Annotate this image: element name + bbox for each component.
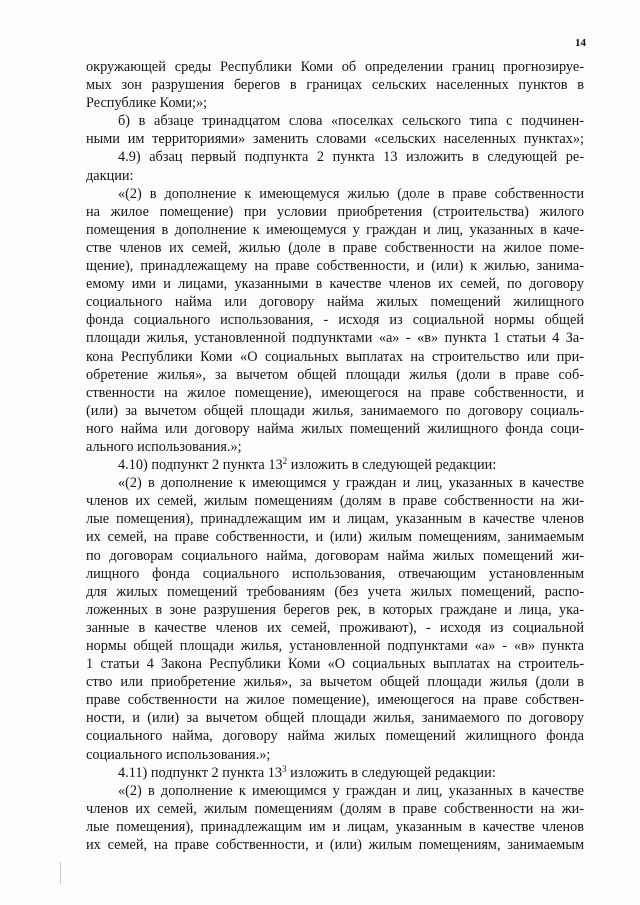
- text-line-content: социального использования.»;: [86, 746, 271, 763]
- text-line-content: лые помещения), принадлежащим им и лицам, указанным в качестве членов: [86, 511, 584, 528]
- text-line-content: ности, и (или) за вычетом общей площади жилья, занимаемого по договору: [86, 710, 584, 727]
- text-line: [86, 94, 584, 112]
- text-line-content: стве членов их семей, жилью (доле в праве собственности на жилое поме-: [86, 239, 584, 256]
- text-line: [86, 366, 584, 384]
- text-line-content: занные в качестве членов их семей, проживают), - исходя из социальной: [86, 619, 584, 636]
- text-line-content: ство или приобретение жилья», за вычетом общей площади жилья (доли в: [86, 674, 584, 691]
- text-line: [86, 510, 584, 528]
- text-line-content: кона Республики Коми «О социальных выплатах на строительство или при-: [86, 348, 584, 365]
- superscript-index: 3: [282, 763, 287, 774]
- text-line-content: лые помещения), принадлежащим им и лицам, указанным в качестве членов: [86, 818, 584, 835]
- text-line: [86, 583, 584, 601]
- text-line-content: мых зон разрушения берегов в границах сельских населенных пунктов в: [86, 77, 584, 94]
- text-line: [86, 58, 584, 76]
- document-body: [86, 58, 584, 854]
- text-line-content: «(2) в дополнение к имеющемуся жилью (доле в праве собственности: [118, 185, 584, 202]
- text-line-content: 4.11) подпункт 2 пункта 13: [118, 764, 283, 781]
- text-line: [86, 637, 584, 655]
- text-line: [86, 148, 584, 166]
- text-line: [86, 746, 584, 764]
- text-line-content: ного найма или договору найма жилых помещений жилищного фонда соци-: [86, 420, 584, 437]
- text-line-content: дакции:: [86, 167, 134, 184]
- text-line: [86, 239, 584, 257]
- text-line: [86, 203, 584, 221]
- text-line: [86, 185, 584, 203]
- text-line-content: ложенных в зоне разрушения берегов рек, в которых граждане и лица, ука-: [86, 601, 584, 618]
- text-line: [86, 655, 584, 673]
- text-line-content: их семей, на праве собственности, и (или) жилым помещениям, занимаемым: [86, 529, 584, 546]
- text-line-content: нормы общей площади жилья, установленной подпунктами «а» - «в» пункта: [86, 638, 584, 654]
- text-line: [86, 782, 584, 800]
- text-line-content: (или) за вычетом общей площади жилья, занимаемого по договору социаль-: [86, 402, 584, 419]
- text-line-continuation: изложить в следующей редакции:: [287, 457, 497, 474]
- text-line: [86, 76, 584, 94]
- text-line-content: б) в абзаце тринадцатом слова «поселках сельского типа с подчинен-: [118, 113, 584, 130]
- text-line: [86, 709, 584, 727]
- text-line: [86, 547, 584, 565]
- text-line: [86, 818, 584, 836]
- text-line: [86, 275, 584, 293]
- text-line: [86, 384, 584, 402]
- text-line-content: ными им территориями» заменить словами «сельских населенных пунктах»;: [86, 131, 584, 148]
- text-line: [86, 311, 584, 329]
- scan-edge-mark: [60, 862, 61, 884]
- text-line-content: 1 статьи 4 Закона Республики Коми «О социальных выплатах на строитель-: [86, 656, 584, 673]
- text-line-content: ального использования.»;: [86, 438, 242, 455]
- text-line: [86, 492, 584, 510]
- text-line-content: их семей, на праве собственности, и (или) жилым помещениям, занимаемым: [86, 837, 584, 854]
- text-line: [86, 130, 584, 148]
- text-line: [86, 257, 584, 275]
- text-line-content: социального найма, договору найма жилых помещений жилищного фонда: [86, 728, 584, 745]
- text-line-content: праве собственности на жилое помещение), имеющегося на праве собствен-: [86, 692, 584, 709]
- text-line: [86, 800, 584, 818]
- text-line-content: для жилых помещений требованиям (без учета жилых помещений, распо-: [86, 583, 584, 600]
- text-line: [86, 293, 584, 311]
- text-line: [86, 528, 584, 546]
- text-line: [86, 438, 584, 456]
- text-line-content: на жилое помещение) при условии приобретения (строительства) жилого: [86, 203, 584, 220]
- text-line: [86, 673, 584, 691]
- text-line-continuation: изложить в следующей редакции:: [286, 764, 496, 781]
- text-line-content: социального найма или договору найма жилых помещений жилищного: [86, 294, 584, 311]
- text-line: [86, 836, 584, 854]
- text-line-content: ственности на жилое помещение), имеющегося на праве собственности, и: [86, 384, 584, 401]
- superscript-index: 2: [282, 456, 288, 467]
- page-number: 14: [575, 37, 586, 49]
- text-line-content: 4.10) подпункт 2 пункта 13: [118, 457, 283, 474]
- text-line-content: фонда социального использования, - исходя из социальной нормы общей: [86, 312, 584, 329]
- text-line: [86, 348, 584, 366]
- text-line: [86, 112, 584, 130]
- text-line-content: «(2) в дополнение к имеющимся у граждан и лиц, указанных в качестве: [118, 475, 584, 492]
- text-line-content: членов их семей, жилым помещениям (долям в праве собственности на жи-: [86, 493, 584, 510]
- text-line-content: обретение жилья», за вычетом общей площади жилья (доли в праве соб-: [86, 366, 584, 383]
- text-line-content: окружающей среды Республики Коми об определении границ прогнозируе-: [86, 59, 584, 75]
- text-line-content: емому ими и лицами, указанными в качестве членов их семей, по договору: [86, 276, 584, 293]
- text-line-content: помещения в дополнение к имеющемуся у граждан и лиц, указанных в каче-: [86, 221, 584, 238]
- text-line-content: щение), принадлежащему на праве собственности, и (или) к жилью, занима-: [86, 258, 584, 275]
- text-line: [86, 329, 584, 347]
- text-line: [86, 456, 584, 474]
- text-line: [86, 601, 584, 619]
- text-line: [86, 565, 584, 583]
- text-line: [86, 420, 584, 438]
- text-line-content: лищного фонда социального использования, отвечающим установленным: [86, 565, 584, 582]
- text-line-content: по договорам социального найма, договорам найма жилых помещений жи-: [86, 547, 584, 564]
- text-line-content: Республике Коми;»;: [86, 95, 208, 112]
- text-line: [86, 727, 584, 745]
- text-line-content: членов их семей, жилым помещениям (долям в праве собственности на жи-: [86, 800, 584, 817]
- text-line: [86, 691, 584, 709]
- text-line: [86, 402, 584, 420]
- text-line: [86, 167, 584, 185]
- text-line-content: площади жилья, установленной подпунктами «а» - «в» пункта 1 статьи 4 За-: [86, 330, 584, 347]
- text-line: [86, 221, 584, 239]
- text-line: [86, 619, 584, 637]
- text-line: [86, 474, 584, 492]
- text-line-content: «(2) в дополнение к имеющимся у граждан и лиц, указанных в качестве: [118, 782, 584, 799]
- text-line-content: 4.9) абзац первый подпункта 2 пункта 13 изложить в следующей ре-: [118, 149, 584, 166]
- text-line: [86, 764, 584, 782]
